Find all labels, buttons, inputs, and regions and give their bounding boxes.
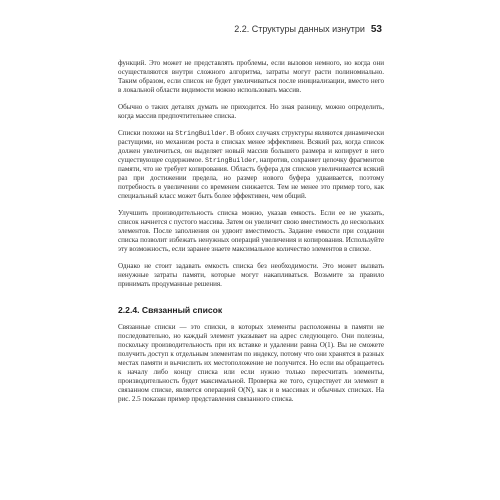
section-heading: 2.2.4. Связанный список (118, 305, 223, 315)
paragraph-capacity-warning: Однако не стоит задавать емкость списка без необходимости. Это может вызвать ненужные затраты памяти, которые могут накапливаться. Возьмите за правило принимать продуманные решения. (118, 262, 384, 288)
running-head (234, 24, 382, 35)
code-stringbuilder: StringBuilder (204, 157, 257, 164)
paragraph-linked-list: Связанные списки — это списки, в которых элементы расположены в памяти не последовательно, но каждый элемент указывает на адрес следующего. Они полезны, поскольку производительность при их вставке и удалении равна O(1). Вы не сможете получить доступ к отдельным элементам по индексу, потому что они хранятся в разных местах памяти и вычислить их местоположение не получится. Но если вы обращаетесь к началу либо концу списка или если нужно только пересчитать элементы, производительность будет максимальной. Проверка же того, существует ли элемент в связанном списке, является операцией O(N), как и в массивах и обычных списках. На рис. 2.5 показан пример представления связанного списка. (118, 323, 384, 403)
paragraph-text-part: . В обоих случаях структуры являются динамически растущими, но механизм роста в списках менее эффективен. Всякий раз, когда список должен увеличиться, он выделяет новый массив большего размера и копирует в него существующее содержимое. (118, 129, 384, 164)
page-content (118, 59, 384, 412)
paragraph-array-preference: Обычно о таких деталях думать не приходится. Но зная разницу, можно определить, когда массив предпочтительнее списка. (118, 103, 384, 120)
paragraph-text-part: , напротив, сохраняет цепочку фрагментов памяти, что не требует копирования. Область буфера для списков увеличивается всякий раз при достижении предела, но размер нового буфера удваивается, поэтому потребность в увеличении со временем снижается. Тем не менее это пример того, как специальный класс может быть более эффективен, чем общий. (118, 156, 384, 200)
page-number: 53 (370, 24, 382, 35)
paragraph-text-part: Списки похожи на (118, 129, 176, 137)
code-stringbuilder: StringBuilder (175, 130, 227, 137)
paragraph-continuation: функций. Это может не представлять проблемы, если вызовов немного, но когда они осуществляются внутри сложного алгоритма, затраты могут расти полиномиально. Таким образом, если список не будет увеличиваться после инициализации, вместо него в локальной области видимости можно использовать массив. (118, 59, 384, 94)
running-head-title: 2.2. Структуры данных изнутри (234, 24, 365, 34)
paragraph-capacity: Улучшить производительность списка можно, указав емкость. Если ее не указать, список начнется с пустого массива. Затем он увеличит свою вместимость до нескольких элементов. После заполнения он удвоит вместимость. Задание емкости при создании списка позволит избежать ненужных операций увеличения и копирования. Используйте эту возможность, если заранее знаете максимальное количество элементов в списке. (118, 209, 384, 253)
paragraph-stringbuilder-comparison (118, 129, 384, 201)
